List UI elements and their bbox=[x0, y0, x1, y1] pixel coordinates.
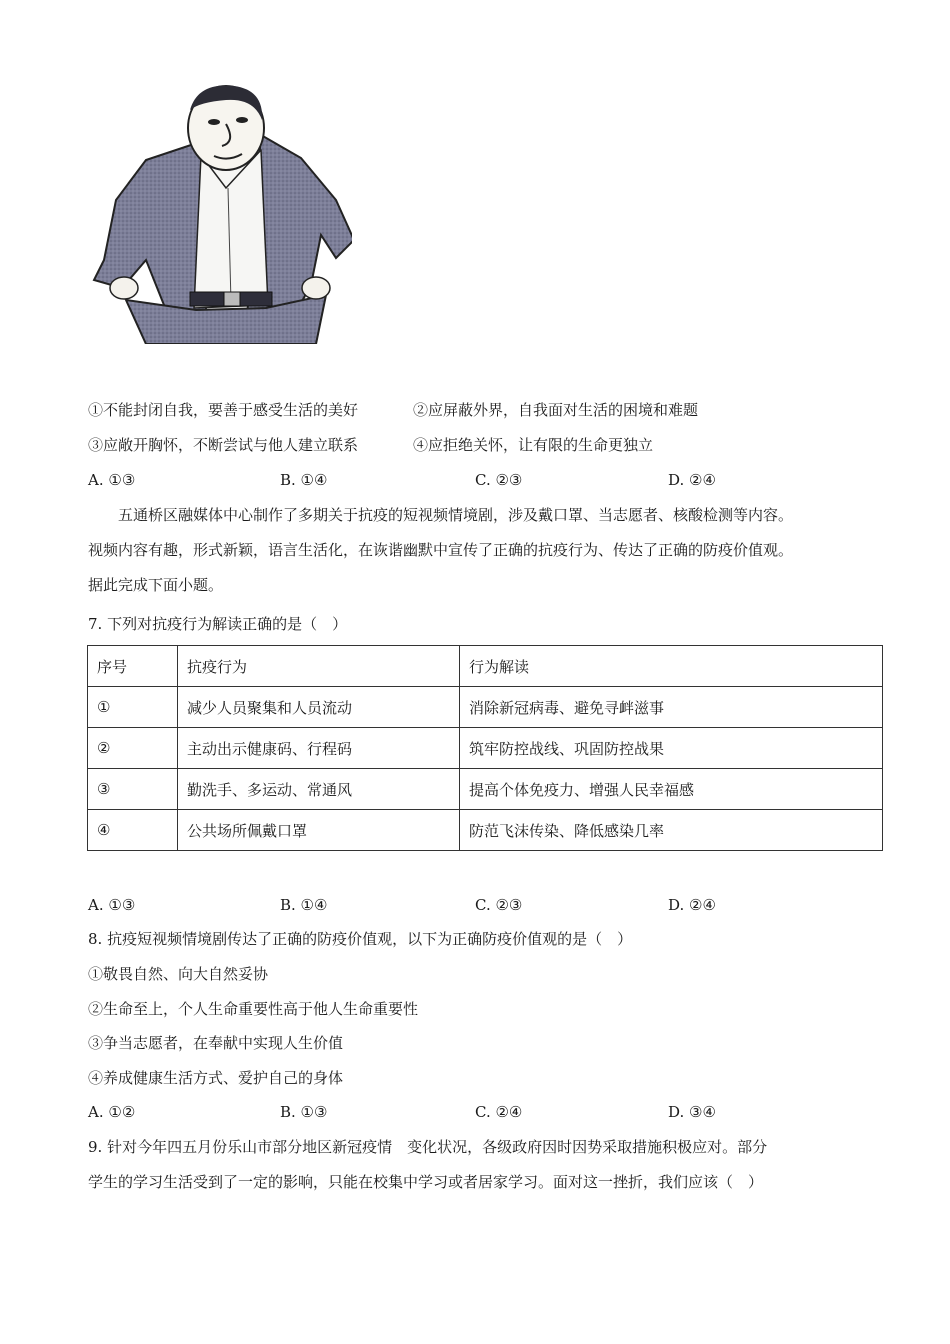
header-cell: 抗疫行为 bbox=[178, 646, 460, 687]
option-c[interactable]: C. ②④ bbox=[475, 1103, 523, 1121]
q7-stem: 7. 下列对抗疫行为解读正确的是（ ） bbox=[88, 615, 348, 633]
table-cell: 提高个体免疫力、增强人民幸福感 bbox=[460, 769, 883, 810]
q6-options bbox=[88, 470, 888, 490]
q6-statement-3: ③应敞开胸怀，不断尝试与他人建立联系 bbox=[88, 436, 359, 454]
q9-stem bbox=[88, 1130, 888, 1200]
q9-line-2: 学生的学习生活受到了一定的影响，只能在校集中学习或者居家学习。面对这一挫折，我们应该（ ） bbox=[88, 1173, 764, 1191]
option-c[interactable]: C. ②③ bbox=[475, 896, 523, 914]
passage-line-3: 据此完成下面小题。 bbox=[88, 576, 224, 594]
q6-statement-1: ①不能封闭自我，要善于感受生活的美好 bbox=[88, 401, 359, 419]
table-cell: 减少人员聚集和人员流动 bbox=[178, 687, 460, 728]
q6-statement-2: ②应屏蔽外界，自我面对生活的困境和难题 bbox=[413, 401, 699, 419]
passage-line-1: 五通桥区融媒体中心制作了多期关于抗疫的短视频情境剧，涉及戴口罩、当志愿者、核酸检测等内容。 bbox=[118, 506, 794, 524]
table-cell: ② bbox=[88, 728, 178, 769]
q8-options bbox=[88, 1102, 888, 1122]
option-b[interactable]: B. ①④ bbox=[280, 471, 328, 489]
q8-statement-1: ①敬畏自然、向大自然妥协 bbox=[88, 965, 269, 983]
table-header-row bbox=[88, 646, 883, 687]
option-a[interactable]: A. ①③ bbox=[88, 471, 136, 489]
q9-line-1: 9. 针对今年四五月份乐山市部分地区新冠疫情 变化状况，各级政府因时因势采取措施积极应对。部分 bbox=[88, 1138, 768, 1156]
table-cell: ④ bbox=[88, 810, 178, 851]
table-cell: 防范飞沫传染、降低感染几率 bbox=[460, 810, 883, 851]
table-cell: 主动出示健康码、行程码 bbox=[178, 728, 460, 769]
option-a[interactable]: A. ①③ bbox=[88, 896, 136, 914]
cartoon-figure bbox=[86, 80, 352, 344]
option-d[interactable]: D. ②④ bbox=[668, 896, 716, 914]
q8-statement-4: ④养成健康生活方式、爱护自己的身体 bbox=[88, 1069, 344, 1087]
q6-statement-4: ④应拒绝关怀，让有限的生命更独立 bbox=[413, 436, 654, 454]
table-row bbox=[88, 769, 883, 810]
table-cell: 公共场所佩戴口罩 bbox=[178, 810, 460, 851]
q8-statement-2: ②生命至上，个人生命重要性高于他人生命重要性 bbox=[88, 1000, 419, 1018]
option-a[interactable]: A. ①② bbox=[88, 1103, 136, 1121]
passage-line-2: 视频内容有趣，形式新颖，语言生活化，在诙谐幽默中宣传了正确的抗疫行为、传达了正确的防疫价值观。 bbox=[88, 541, 794, 559]
option-d[interactable]: D. ②④ bbox=[668, 471, 716, 489]
header-cell: 行为解读 bbox=[460, 646, 883, 687]
table-cell: ① bbox=[88, 687, 178, 728]
table-row bbox=[88, 687, 883, 728]
table-row bbox=[88, 728, 883, 769]
option-b[interactable]: B. ①④ bbox=[280, 896, 328, 914]
passage bbox=[88, 498, 888, 603]
q8-statement-3: ③争当志愿者，在奉献中实现人生价值 bbox=[88, 1034, 344, 1052]
table-cell: 消除新冠病毒、避免寻衅滋事 bbox=[460, 687, 883, 728]
q7-table bbox=[87, 645, 883, 851]
header-cell: 序号 bbox=[88, 646, 178, 687]
q8-stem: 8. 抗疫短视频情境剧传达了正确的防疫价值观，以下为正确防疫价值观的是（ ） bbox=[88, 930, 633, 948]
table-cell: ③ bbox=[88, 769, 178, 810]
q7-options bbox=[88, 895, 888, 915]
table-cell: 勤洗手、多运动、常通风 bbox=[178, 769, 460, 810]
table-cell: 筑牢防控战线、巩固防控战果 bbox=[460, 728, 883, 769]
option-c[interactable]: C. ②③ bbox=[475, 471, 523, 489]
option-d[interactable]: D. ③④ bbox=[668, 1103, 716, 1121]
table-row bbox=[88, 810, 883, 851]
option-b[interactable]: B. ①③ bbox=[280, 1103, 328, 1121]
